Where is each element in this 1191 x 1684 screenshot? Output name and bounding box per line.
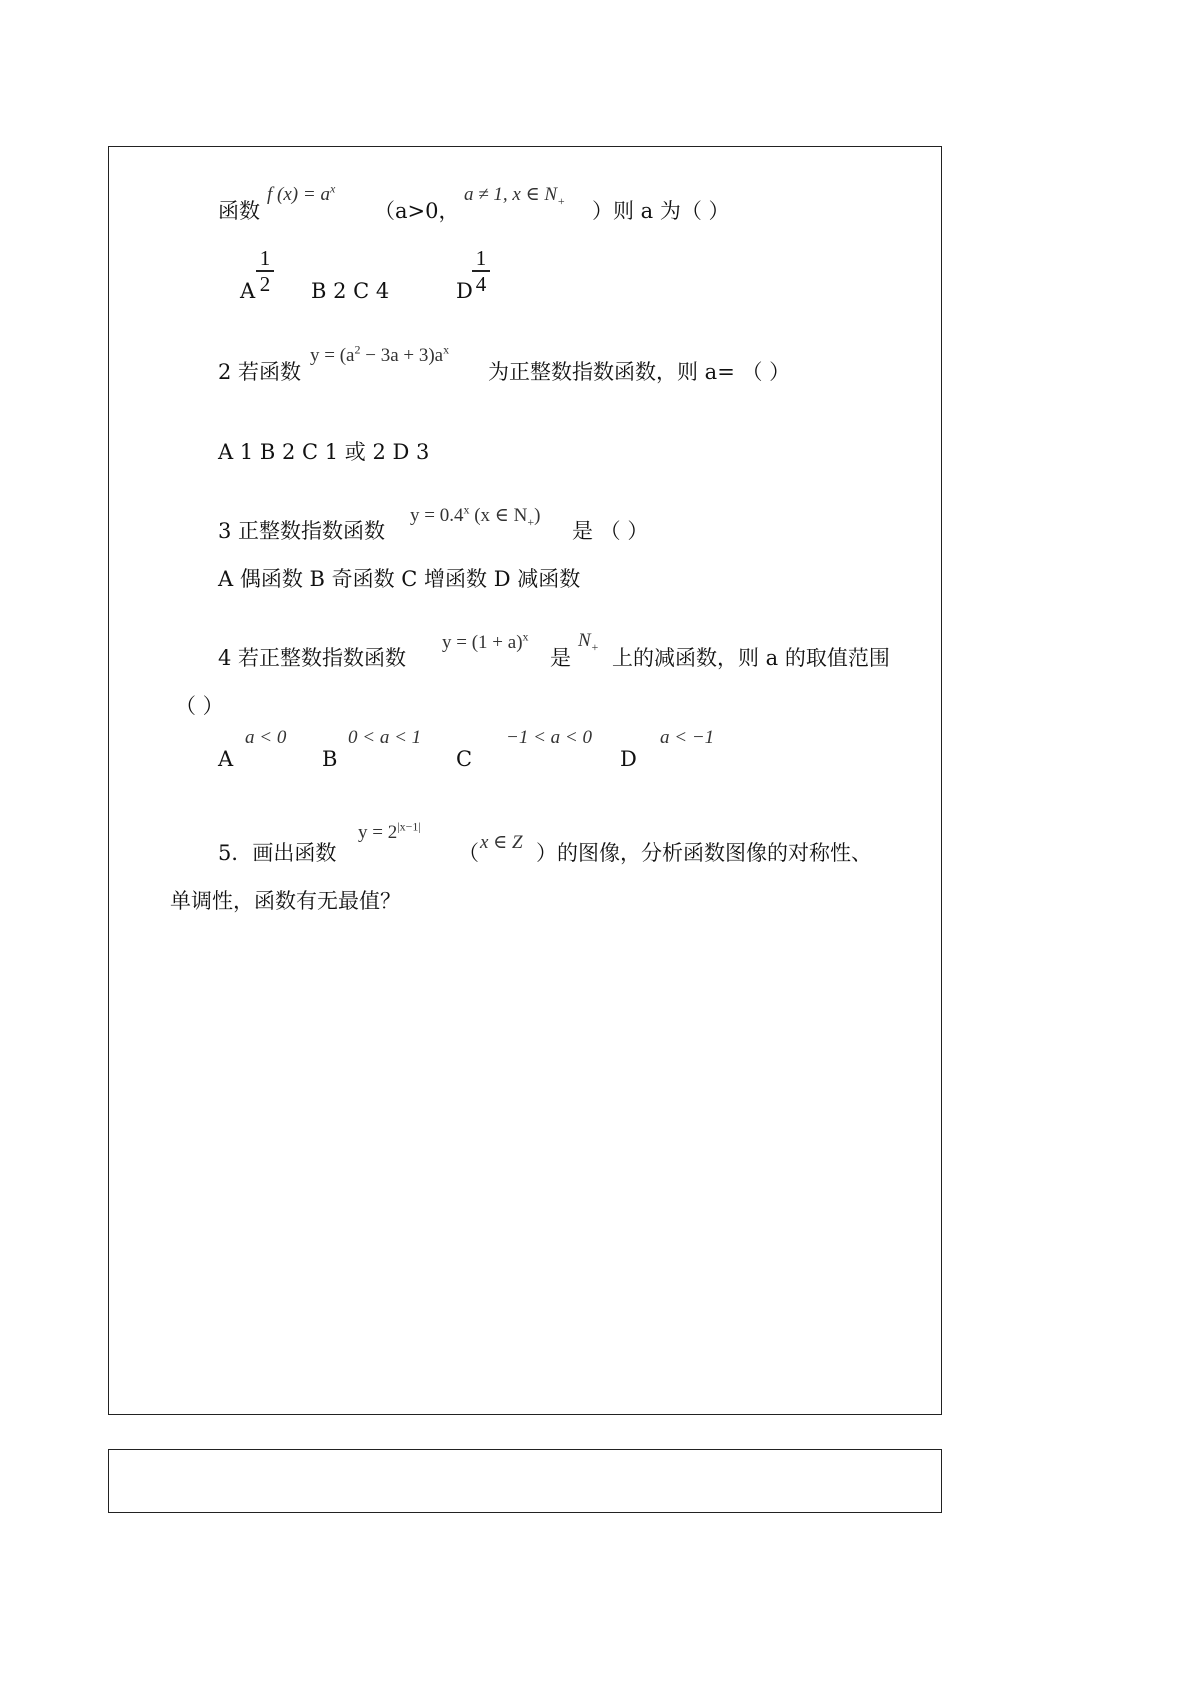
- q1-option-d-fraction: $\frac{1}{4}$: [472, 248, 490, 294]
- q2-options: A 1 B 2 C 1 或 2 D 3: [218, 440, 430, 464]
- q4-option-c-label: C: [456, 747, 473, 771]
- q5-domain: x ∈ Z: [480, 832, 523, 853]
- q4-option-b-formula: 0 < a < 1: [348, 727, 422, 748]
- q1-option-a-fraction: $\frac{1}{2}$: [256, 248, 274, 294]
- q4-option-d-label: D: [620, 747, 637, 771]
- q5-prefix: 5．画出函数: [218, 841, 337, 865]
- q4-formula: $y = (1 + a)^x$: [442, 629, 529, 653]
- answer-box: [108, 1449, 942, 1513]
- q5-formula: $y = 2^{|x-1|}$: [358, 819, 421, 843]
- q4-prefix: 4 若正整数指数函数: [218, 646, 407, 670]
- q2-formula: $y = (a^2 - 3a + 3)a^x$: [310, 342, 450, 366]
- q3-prefix: 3 正整数指数函数: [218, 519, 386, 543]
- q1-condition-formula: a ≠ 1, x ∈ $N_+$: [464, 184, 566, 208]
- q4-option-a-label: A: [218, 747, 234, 771]
- q5-line2: 单调性，函数有无最值？: [170, 889, 401, 913]
- q4-option-a-formula: a < 0: [245, 727, 287, 748]
- q2-prefix: 2 若函数: [218, 360, 302, 384]
- q4-paren: （ ）: [175, 694, 224, 718]
- q1-prefix: 函数: [218, 199, 260, 223]
- question-box: [108, 146, 942, 1415]
- q1-formula: f $(x) = a^x$: [267, 181, 336, 205]
- q1-option-a-label: A: [240, 279, 256, 303]
- q1-condition: （a>0，: [374, 199, 460, 223]
- q3-suffix: 是 （ ）: [572, 519, 649, 543]
- q5-open-paren: （: [458, 841, 479, 865]
- q2-suffix: 为正整数指数函数，则 a= （ ）: [488, 360, 791, 384]
- q4-mid: 是: [550, 646, 571, 670]
- q4-domain: $N_+$: [578, 630, 599, 654]
- q4-option-c-formula: −1 < a < 0: [506, 727, 592, 748]
- q4-option-d-formula: a < −1: [660, 727, 715, 748]
- q3-formula: $y = 0.4^x$ (x ∈ $N_+$): [410, 502, 541, 529]
- q1-options-bc: B 2 C 4: [311, 279, 390, 303]
- q4-option-b-label: B: [322, 747, 338, 771]
- q4-suffix: 上的减函数，则 a 的取值范围: [612, 646, 890, 670]
- q1-suffix: ）则 a 为（ ）: [592, 199, 730, 223]
- q3-options: A 偶函数 B 奇函数 C 增函数 D 减函数: [218, 567, 581, 591]
- q5-suffix: ）的图像，分析函数图像的对称性、: [536, 841, 872, 865]
- q1-option-d-label: D: [456, 279, 473, 303]
